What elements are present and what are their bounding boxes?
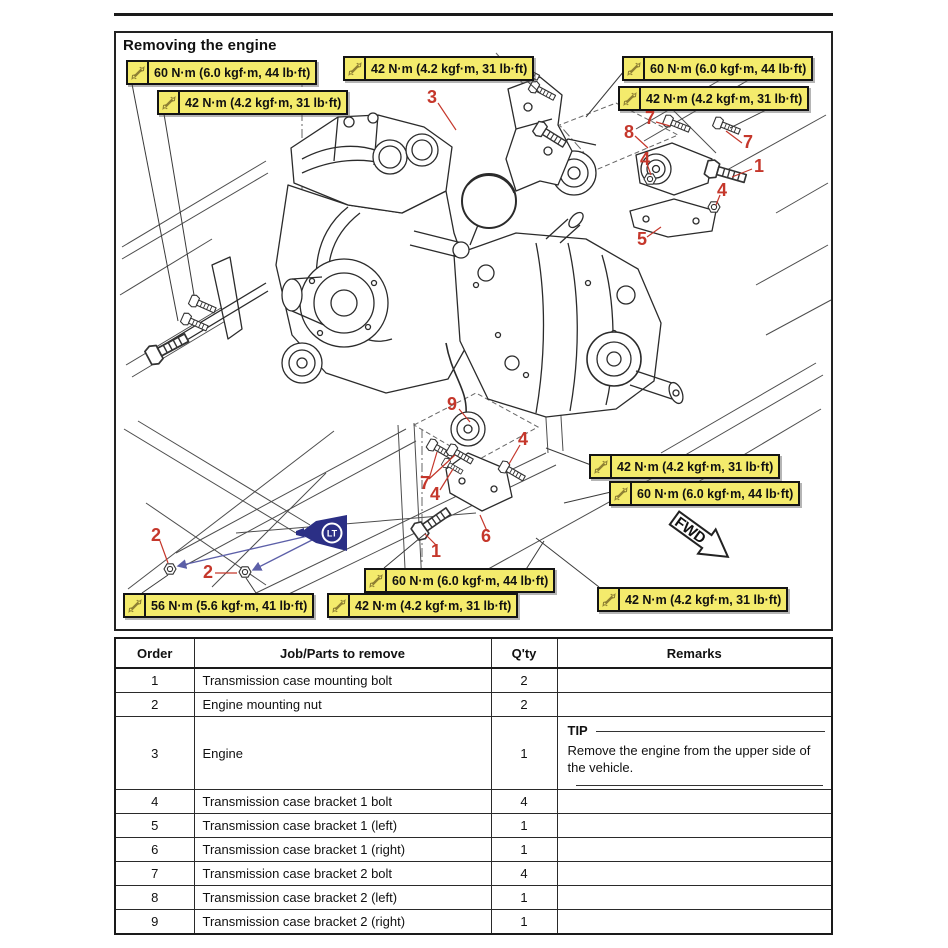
table-row: [115, 838, 832, 862]
remarks-cell: [557, 790, 832, 814]
job-cell: Transmission case bracket 1 (right): [194, 838, 491, 862]
torque-label-text: 42 N·m (4.2 kgf·m, 31 lb·ft): [371, 61, 528, 76]
job-cell: Transmission case mounting bolt: [194, 668, 491, 693]
callout-number: 1: [753, 156, 765, 176]
col-header-remarks: Remarks: [557, 638, 832, 668]
job-cell: Transmission case bracket 2 (left): [194, 886, 491, 910]
torque-label-60-mid-right: [609, 481, 800, 506]
remarks-cell: [557, 814, 832, 838]
remarks-cell: [557, 910, 832, 935]
table-row: [115, 910, 832, 935]
wrench-icon: [591, 456, 612, 477]
callout-number: 9: [446, 394, 458, 414]
job-cell: Transmission case bracket 1 bolt: [194, 790, 491, 814]
qty-cell: 1: [491, 886, 557, 910]
wrench-icon: [125, 595, 146, 616]
callout-number: 4: [639, 149, 651, 169]
remarks-cell: [557, 717, 832, 790]
callout-number: 7: [644, 108, 656, 128]
torque-label-text: 42 N·m (4.2 kgf·m, 31 lb·ft): [625, 592, 782, 607]
parts-table: [114, 637, 833, 935]
torque-label-56-bottom-left: [123, 593, 314, 618]
table-row: [115, 717, 832, 790]
top-rule: [114, 13, 833, 16]
job-cell: Engine mounting nut: [194, 693, 491, 717]
svg-text:FWD: FWD: [671, 513, 709, 548]
wrench-icon: [159, 92, 180, 113]
torque-label-42-bottom-right: [597, 587, 788, 612]
qty-cell: 1: [491, 717, 557, 790]
job-cell: Transmission case bracket 1 (left): [194, 814, 491, 838]
remarks-cell: [557, 886, 832, 910]
qty-cell: 2: [491, 693, 557, 717]
figure-box: [114, 31, 833, 631]
order-cell: 3: [115, 717, 194, 790]
table-row: [115, 862, 832, 886]
col-header-qty: Q'ty: [491, 638, 557, 668]
callout-number: 7: [742, 132, 754, 152]
table-row: [115, 693, 832, 717]
callout-number: 4: [517, 429, 529, 449]
torque-label-60-top-right: [622, 56, 813, 81]
remarks-cell: [557, 693, 832, 717]
torque-label-text: 60 N·m (6.0 kgf·m, 44 lb·ft): [392, 573, 549, 588]
torque-label-42-top-mid: [343, 56, 534, 81]
qty-cell: 1: [491, 814, 557, 838]
order-cell: 2: [115, 693, 194, 717]
order-cell: 9: [115, 910, 194, 935]
wrench-icon: [611, 483, 632, 504]
tip-rule: [596, 731, 825, 732]
torque-label-text: 60 N·m (6.0 kgf·m, 44 lb·ft): [154, 65, 311, 80]
callout-number: 3: [426, 87, 438, 107]
fwd-arrow: [666, 506, 737, 569]
torque-label-42-mid-right: [589, 454, 780, 479]
torque-label-text: 60 N·m (6.0 kgf·m, 44 lb·ft): [650, 61, 807, 76]
callout-number: 2: [150, 525, 162, 545]
torque-label-42-bottom-mid: [327, 593, 518, 618]
torque-label-60-top-left: [126, 60, 317, 85]
wrench-icon: [599, 589, 620, 610]
order-cell: 5: [115, 814, 194, 838]
order-cell: 4: [115, 790, 194, 814]
callout-number: 2: [202, 562, 214, 582]
callout-number: 5: [636, 229, 648, 249]
torque-label-text: 42 N·m (4.2 kgf·m, 31 lb·ft): [355, 598, 512, 613]
callout-number: 7: [419, 473, 431, 493]
torque-label-text: 42 N·m (4.2 kgf·m, 31 lb·ft): [185, 95, 342, 110]
wrench-icon: [620, 88, 641, 109]
callout-number: 4: [429, 484, 441, 504]
col-header-job: Job/Parts to remove: [194, 638, 491, 668]
qty-cell: 1: [491, 910, 557, 935]
qty-cell: 4: [491, 862, 557, 886]
order-cell: 8: [115, 886, 194, 910]
wrench-icon: [128, 62, 149, 83]
wrench-icon: [329, 595, 350, 616]
callout-number: 1: [430, 541, 442, 561]
callout-number: 4: [716, 180, 728, 200]
svg-text:LT: LT: [326, 528, 338, 539]
remarks-cell: [557, 838, 832, 862]
job-cell: Transmission case bracket 2 (right): [194, 910, 491, 935]
torque-label-60-bottom-mid: [364, 568, 555, 593]
qty-cell: 1: [491, 838, 557, 862]
order-cell: 1: [115, 668, 194, 693]
table-row: [115, 790, 832, 814]
engine-diagram: [116, 33, 831, 629]
callout-number: 8: [623, 122, 635, 142]
job-cell: Engine: [194, 717, 491, 790]
callout-number: 6: [480, 526, 492, 546]
table-row: [115, 886, 832, 910]
table-header-row: [115, 638, 832, 668]
torque-label-text: 56 N·m (5.6 kgf·m, 41 lb·ft): [151, 598, 308, 613]
engine-body: [276, 113, 686, 428]
tip-label: TIP: [567, 723, 588, 738]
order-cell: 6: [115, 838, 194, 862]
tip-text: Remove the engine from the upper side of the vehicle.: [567, 743, 811, 775]
col-header-order: Order: [115, 638, 194, 668]
torque-label-text: 42 N·m (4.2 kgf·m, 31 lb·ft): [617, 459, 774, 474]
tip-bottom-rule: [576, 785, 824, 786]
qty-cell: 2: [491, 668, 557, 693]
wrench-icon: [345, 58, 366, 79]
remarks-cell: [557, 862, 832, 886]
table-row: [115, 668, 832, 693]
wrench-icon: [624, 58, 645, 79]
torque-label-text: 42 N·m (4.2 kgf·m, 31 lb·ft): [646, 91, 803, 106]
order-cell: 7: [115, 862, 194, 886]
torque-label-42-upper-left: [157, 90, 348, 115]
remarks-cell: [557, 668, 832, 693]
table-row: [115, 814, 832, 838]
torque-label-text: 60 N·m (6.0 kgf·m, 44 lb·ft): [637, 486, 794, 501]
job-cell: Transmission case bracket 2 bolt: [194, 862, 491, 886]
page-title: Removing the engine: [123, 37, 277, 54]
wrench-icon: [366, 570, 387, 591]
qty-cell: 4: [491, 790, 557, 814]
